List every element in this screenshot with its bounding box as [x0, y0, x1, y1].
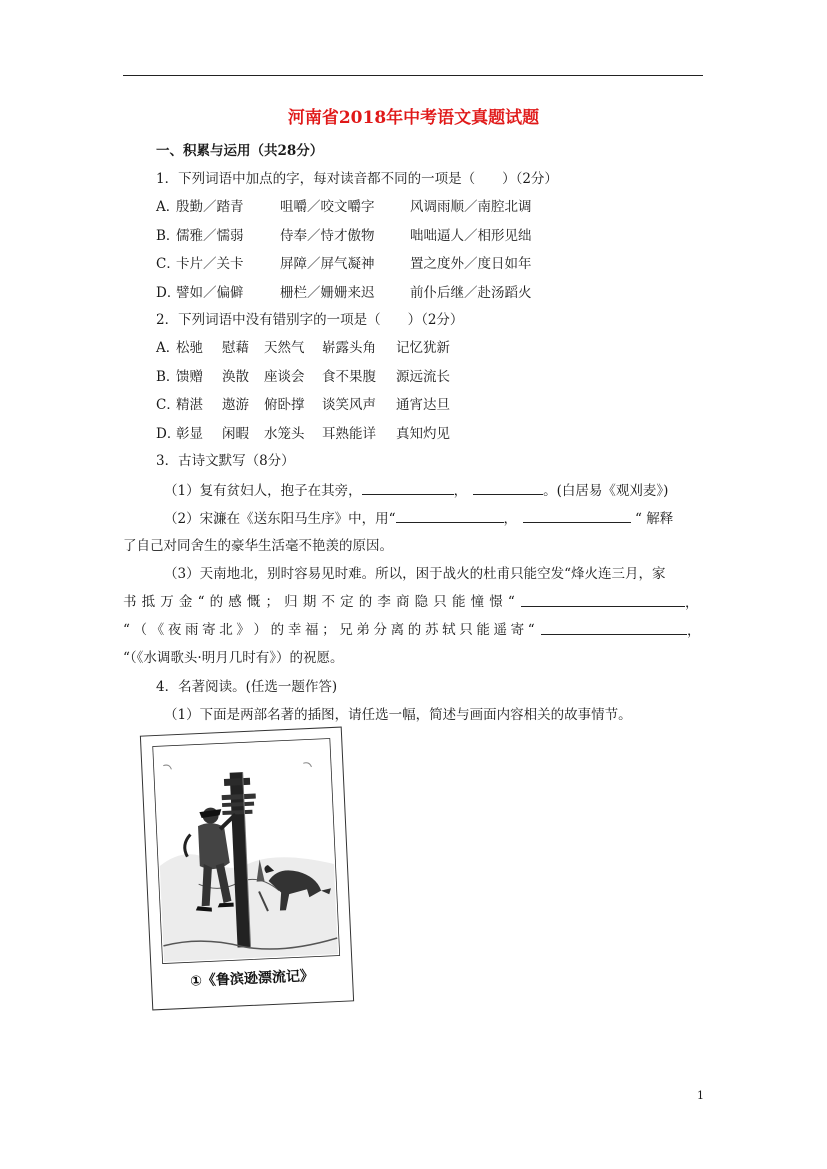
separator: ， [687, 623, 701, 639]
option-label: A． [156, 199, 180, 215]
text-char: “ [197, 594, 205, 610]
text-char: 隐 [414, 594, 429, 610]
option-word: 涣散 [222, 368, 249, 385]
text-char: 李 [377, 594, 391, 610]
q1-option-row [156, 284, 532, 302]
option-word: 精湛 [176, 397, 203, 413]
option-word: 真知灼见 [396, 425, 450, 442]
option-label: B． [156, 227, 180, 244]
text-char: 夜 [167, 622, 182, 638]
option-word: 松驰 [176, 340, 203, 356]
answer-blank[interactable] [521, 593, 685, 607]
option-word: 屏障／屏气凝神 [280, 256, 375, 272]
section-heading: 一、积累与运用（共28分） [156, 143, 324, 159]
separator: ， [503, 511, 517, 527]
text-char: 感 [228, 594, 242, 610]
q3-item-2-text: （2）宋濂在《送东阳马生序》中，用“ [164, 511, 396, 527]
text-char: 能 [451, 594, 466, 610]
option-word: 慰藉 [222, 340, 249, 356]
text-char: 的 [270, 622, 285, 638]
text-char: 定 [340, 594, 354, 610]
text-char: 寄 [510, 622, 525, 638]
q3-item-2 [164, 509, 673, 528]
text-char: 憬 [489, 594, 503, 610]
q3-item-3-line-2-chars [123, 593, 515, 611]
q3-item-3-line-1: （3）天南地北，别时容易见时难。所以，困于战火的杜甫只能空发“烽火连三月，家 [164, 566, 666, 582]
option-word: 座谈会 [264, 368, 305, 385]
question-4-stem: 4．名著阅读。(任选一题作答) [156, 679, 338, 695]
illustration-image [152, 738, 340, 964]
answer-blank[interactable] [396, 509, 504, 523]
text-char: 《 [150, 622, 165, 638]
text-char: 的 [358, 594, 373, 610]
illustration-robinson-crusoe [140, 727, 354, 1011]
text-char: 苏 [424, 622, 439, 638]
option-word: 食不果腹 [322, 368, 376, 385]
option-label: C． [156, 397, 180, 413]
text-char: 万 [160, 594, 174, 610]
option-word: 水笼头 [264, 425, 305, 442]
option-word: 风调雨顺／南腔北调 [410, 199, 532, 215]
text-char: 分 [373, 622, 388, 638]
option-word: 儒雅／懦弱 [176, 227, 244, 244]
text-char: 寄 [202, 622, 216, 638]
text-char: 只 [459, 622, 473, 638]
text-char: 憧 [470, 594, 485, 610]
text-char: 只 [433, 594, 447, 610]
q2-option-row [156, 339, 450, 357]
text-char: 北 [219, 622, 233, 638]
option-word: 天然气 [264, 340, 305, 356]
text-char: 》 [236, 622, 250, 638]
q3-item-3-line-3 [123, 621, 701, 640]
q3-item-3-line-4: “（《水调歌头·明月几时有》）的祝愿。 [123, 650, 344, 666]
answer-blank[interactable] [473, 481, 543, 495]
option-word: 通宵达旦 [396, 397, 450, 413]
separator: ， [685, 595, 699, 611]
option-word: 置之度外／度日如年 [410, 256, 532, 272]
text-char: 的 [407, 622, 422, 638]
text-char: 福 [304, 622, 319, 638]
q3-item-2-end: “ 解释 [635, 511, 674, 527]
question-3-stem: 3．古诗文默写（8分） [156, 453, 295, 469]
q2-option-row [156, 396, 450, 414]
text-char: 的 [209, 594, 224, 610]
text-char: 不 [321, 594, 335, 610]
text-char: 抵 [141, 594, 156, 610]
option-word: 遨游 [222, 397, 249, 413]
text-char: 离 [390, 622, 405, 638]
answer-blank[interactable] [523, 509, 631, 523]
text-char: 金 [178, 594, 193, 610]
q1-option-row [156, 227, 532, 245]
page-number: 1 [697, 1089, 704, 1102]
option-word: 源远流长 [396, 368, 450, 385]
separator: ， [453, 483, 468, 499]
text-char: 期 [302, 594, 317, 610]
q1-option-row [156, 255, 532, 273]
page-title: 河南省2018年中考语文真题试题 [287, 108, 540, 128]
option-word: 譬如／偏僻 [176, 284, 244, 301]
text-char: 能 [476, 622, 490, 638]
q2-option-row [156, 425, 450, 443]
text-char: “ [507, 594, 515, 610]
option-word: 殷勤／踏青 [176, 199, 244, 215]
text-char: 归 [284, 594, 298, 610]
option-label: A． [156, 340, 180, 356]
q4-item-1: （1）下面是两部名著的插图，请任选一幅，简述与画面内容相关的故事情节。 [164, 707, 632, 723]
option-word: 咀嚼／咬文嚼字 [280, 199, 375, 215]
option-word: 前仆后继／赴汤蹈火 [410, 284, 532, 301]
q3-item-1-text: （1）复有贫妇人，抱子在其旁， [164, 483, 362, 499]
option-label: C． [156, 256, 180, 272]
text-char: 遥 [493, 622, 507, 638]
illustration-caption: ①《鲁滨逊漂流记》 [189, 968, 315, 990]
text-char: 慨 [246, 594, 261, 610]
option-label: D． [156, 284, 181, 301]
option-word: 咄咄逼人／相形见绌 [410, 227, 532, 244]
text-char: ； [265, 594, 280, 610]
option-word: 耳熟能详 [322, 425, 376, 442]
q1-option-row [156, 198, 532, 216]
q3-item-2-continued: 了自己对同舍生的豪华生活毫不艳羡的原因。 [123, 538, 393, 554]
option-word: 记忆犹新 [396, 340, 450, 356]
top-rule [123, 75, 703, 76]
text-char: 轼 [442, 622, 456, 638]
text-char: 商 [396, 594, 410, 610]
text-char: 雨 [184, 622, 199, 638]
q3-item-1-source: 。(白居易《观刈麦》) [543, 483, 669, 499]
question-1-stem: 1．下列词语中加点的字，每对读音都不同的一项是（ ）（2分） [156, 171, 558, 187]
text-char: ； [322, 622, 336, 638]
q3-item-3-line-2 [123, 593, 699, 612]
text-char: 弟 [356, 622, 370, 638]
option-word: 闲暇 [222, 425, 249, 442]
option-word: 馈赠 [176, 368, 203, 385]
answer-blank[interactable] [362, 481, 454, 495]
question-2-stem: 2．下列词语中没有错别字的一项是（ ）（2分） [156, 312, 464, 328]
text-char: 书 [123, 594, 137, 610]
option-word: 俯卧撑 [264, 397, 305, 413]
option-label: D． [156, 425, 181, 442]
text-char: ） [253, 622, 268, 638]
option-word: 崭露头角 [322, 340, 376, 356]
option-word: 栅栏／姗姗来迟 [280, 284, 375, 301]
text-char: “ [527, 622, 535, 638]
text-char: （ [133, 622, 148, 638]
text-char: 兄 [339, 622, 353, 638]
option-word: 卡片／关卡 [176, 256, 244, 272]
option-label: B． [156, 368, 180, 385]
option-word: 侍奉／恃才傲物 [280, 227, 375, 244]
q3-item-1 [164, 481, 668, 500]
answer-blank[interactable] [541, 621, 687, 635]
option-word: 谈笑风声 [322, 397, 376, 413]
text-char: “ [123, 622, 130, 638]
q2-option-row [156, 368, 450, 386]
text-char: 幸 [287, 622, 302, 638]
option-word: 彰显 [176, 425, 203, 442]
q3-item-3-line-3-chars [123, 621, 535, 639]
